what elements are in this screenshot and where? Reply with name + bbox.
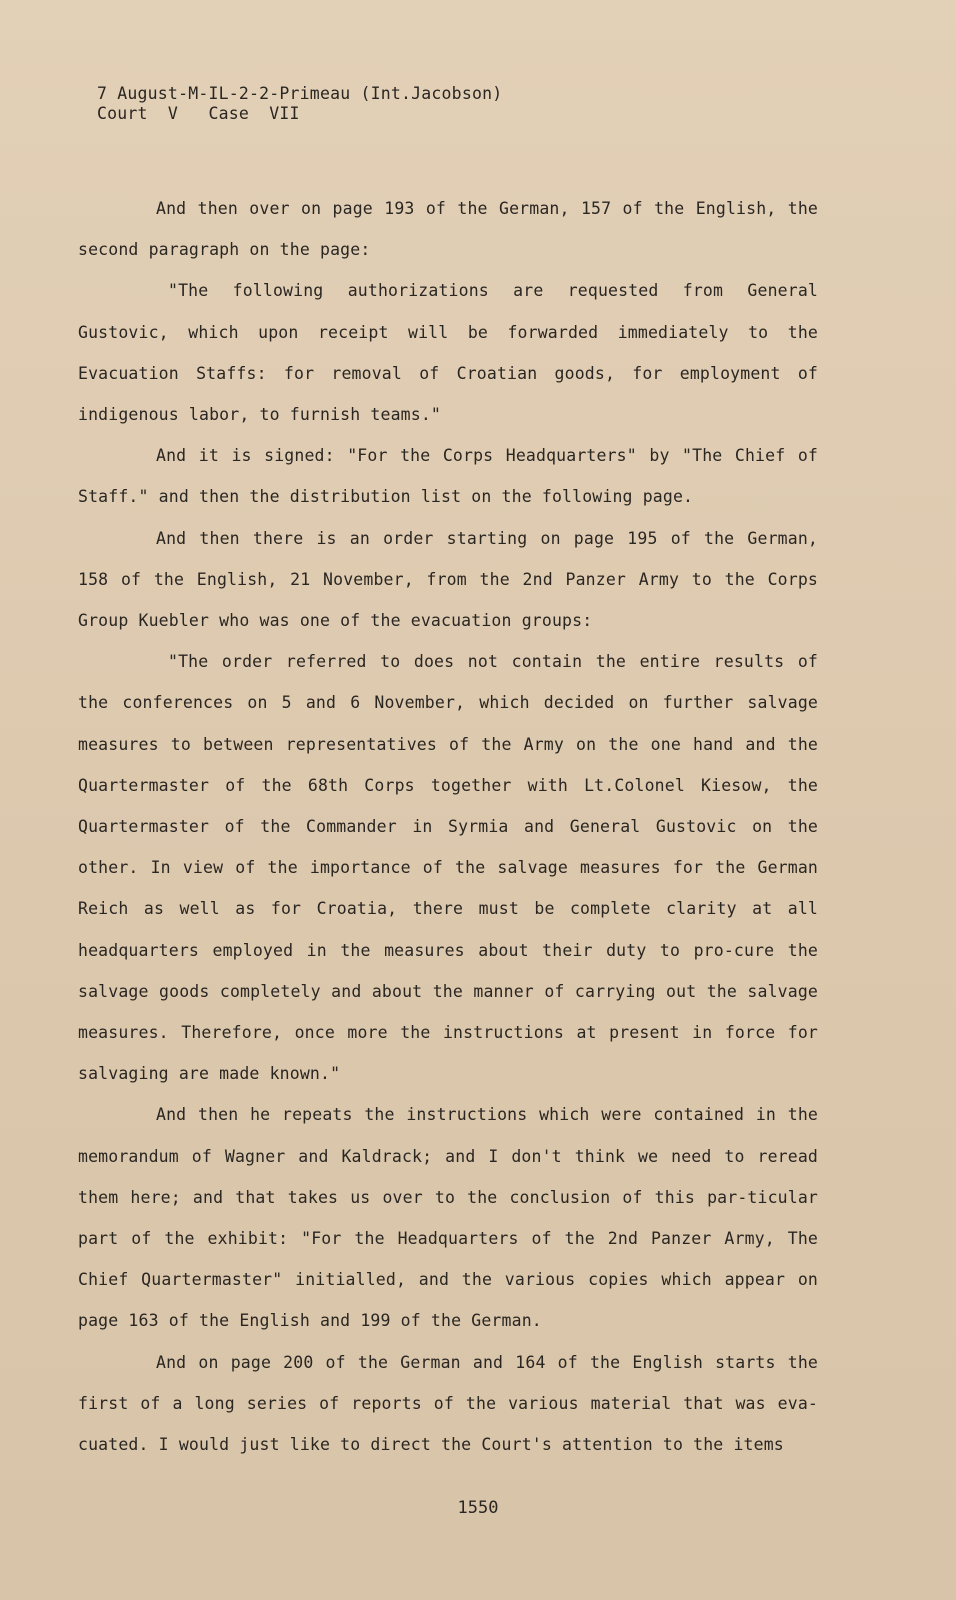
paragraph-6: And then he repeats the instructions which were contained in the memorandum of Wagner and Kaldrack; and I don't think we need to reread them here; and that takes us over to the conclusion of this par-ticular part of the exhibit: "For the Headquarters of the 2nd Panzer Army, The Chief Quartermaster" initialled, and the various copies which appear on page 163 of the English and 199 of the German. [78, 1105, 818, 1331]
paragraph-7: And on page 200 of the German and 164 of the English starts the first of a long series of reports of the various material that was eva-cuated. I would just like to direct the Court's attention to the items [78, 1352, 818, 1455]
paragraph-4: And then there is an order starting on page 195 of the German, 158 of the English, 21 November, from the 2nd Panzer Army to the Corps Group Kuebler who was one of the evacuation groups: [78, 528, 818, 631]
header-court-case-line: Court V Case VII [97, 104, 300, 123]
paragraph-5-quote: "The order referred to does not contain the entire results of the conferences on 5 and 6 November, which decided on further salvage measures to between representatives of the Army on the one hand and the Quartermaster of the 68th Corps together with Lt.Colonel Kiesow, the Quartermaster of the Commander in Syrmia and General Gustovic on the other. In view of the importance of the salvage measures for the German Reich as well as for Croatia, there must be complete clarity at all headquarters employed in the measures about their duty to pro-cure the salvage goods completely and about the manner of carrying out the salvage measures. Therefore, once more the instructions at present in force for salvaging are made known." [78, 652, 818, 1084]
paragraph-3: And it is signed: "For the Corps Headquarters" by "The Chief of Staff." and then the distribution list on the following page. [78, 446, 818, 507]
paragraph-2-quote: "The following authorizations are requested from General Gustovic, which upon receipt will be forwarded immediately to the Evacuation Staffs: for removal of Croatian goods, for employment of indigenous labor, to furnish teams." [78, 281, 818, 425]
transcript-body [78, 188, 818, 1465]
paragraph-1: And then over on page 193 of the German, 157 of the English, the second paragraph on the page: [78, 199, 818, 260]
page-number: 1550 [457, 1498, 499, 1518]
document-header [97, 84, 502, 124]
header-session-line: 7 August-M-IL-2-2-Primeau (Int.Jacobson) [97, 84, 503, 103]
